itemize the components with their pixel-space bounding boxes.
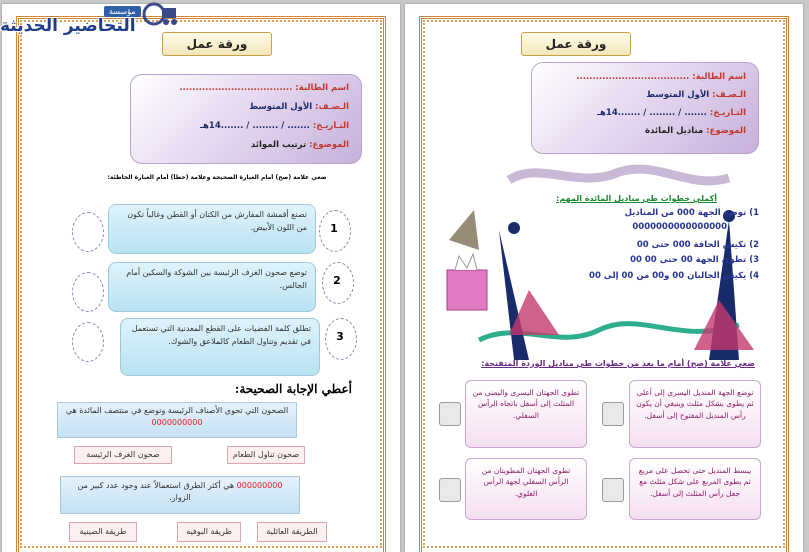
page-title: ورقة عمل	[162, 32, 272, 56]
check-box[interactable]	[602, 478, 624, 502]
topic-label: الموضوع:	[309, 140, 349, 150]
name-label: اسم الطالبة:	[692, 72, 746, 82]
class-value: الأول المتوسط	[646, 90, 710, 100]
step-option-box	[629, 380, 761, 448]
answer-heading: أعطي الإجابة الصحيحة:	[234, 382, 352, 396]
answer-circle[interactable]	[72, 322, 104, 362]
class-label: الـصـف:	[712, 90, 746, 100]
logo-subtitle: مؤسسة	[104, 6, 141, 17]
name-field[interactable]: ...................................	[576, 72, 690, 82]
step-option-box	[465, 458, 587, 520]
fill-in-text: الصحون التي تحوي الأصناف الرئيسة وتوضع في منتصف المائدة هي	[65, 406, 289, 415]
step-number: 4)	[749, 271, 759, 281]
answer-circle[interactable]	[72, 272, 104, 312]
step-option-box	[465, 380, 587, 448]
student-info-box	[130, 74, 362, 164]
question-box	[120, 318, 320, 376]
question-box	[108, 262, 316, 312]
question-number: 2	[333, 274, 341, 287]
date-field[interactable]: ....... / ........ / .......14هـ	[200, 121, 310, 131]
worksheet-page-left	[2, 4, 400, 552]
step-number: 1)	[749, 208, 759, 218]
date-field[interactable]: ....... / ........ / .......14هـ	[597, 108, 707, 118]
option-button[interactable]: صحون تناول الطعام	[227, 446, 305, 464]
date-label: التـاريـخ:	[312, 121, 349, 131]
option-button[interactable]: طريقة الصينية	[69, 522, 137, 542]
step-item	[637, 240, 759, 250]
topic-value: مناديل المائدة	[645, 126, 704, 136]
option-text: تطوى الجهتان المطويتان من الرأس السفلي لجهة الرأس العلوي.	[481, 466, 571, 498]
question-box	[108, 204, 316, 254]
instruction-text: ضعي علامة (صح) أمام العبارة الصحيحة وعلامة (خطأ) أمام العبارة الخاطئة:	[107, 174, 327, 181]
step-item	[625, 208, 759, 218]
question-number: 3	[336, 330, 344, 343]
topic-value: ترتيب الموائد	[250, 140, 307, 150]
fill-in-text: هي أكثر الطرق استعمالاً عند وجود عدد كبير من الزوار.	[77, 481, 235, 502]
check-box[interactable]	[439, 402, 461, 426]
fill-in-box	[57, 402, 297, 438]
question-text: تصنع أقمشة المفارش من الكتان أو القطن وغالباً تكون من اللون الأبيض.	[127, 210, 307, 232]
step-text: يكيس الجالبان 00 و00 من 00 إلى 00	[589, 271, 747, 281]
blank-field[interactable]: 0000000000	[151, 418, 203, 427]
step-text: توضع الجهة 000 من المناديل	[624, 208, 747, 218]
steps-title: أكملي خطوات طي مناديل المائدة المهم:	[556, 194, 717, 203]
step-text: تطوى الجهة 00 حتى 00 00	[630, 255, 747, 265]
step-item	[630, 255, 759, 265]
step-continuation: 0000000000000000	[632, 222, 727, 232]
name-label: اسم الطالبة:	[295, 83, 349, 93]
date-label: التـاريـخ:	[709, 108, 746, 118]
option-button[interactable]: طريقة البوفيه	[177, 522, 241, 542]
logo	[0, 0, 180, 40]
question-number: 1	[330, 222, 338, 235]
class-value: الأول المتوسط	[249, 102, 313, 112]
option-button[interactable]: الطريقة العائلية	[257, 522, 327, 542]
step-option-box	[629, 458, 761, 520]
question-text: تطلق كلمة الفضيات على القطع المعدنية التي تستعمل في تقديم وتناول الطعام كالملاعق والشوك.	[131, 324, 311, 346]
name-field[interactable]: ...................................	[179, 83, 293, 93]
fill-in-box	[60, 476, 300, 514]
worksheet-page-right	[405, 4, 803, 552]
step-number: 3)	[749, 255, 759, 265]
check-box[interactable]	[602, 402, 624, 426]
class-label: الـصـف:	[315, 102, 349, 112]
answer-circle[interactable]	[72, 212, 104, 252]
check-box[interactable]	[439, 478, 461, 502]
step-text: تكيس الحافة 000 حتى 00	[636, 240, 747, 250]
step-item	[589, 271, 759, 281]
logo-text: التحاضير الحديثة	[0, 16, 136, 36]
truck-icon	[140, 2, 180, 28]
instruction-text: ضعي علامة (صح) أمام ما يعد من خطوات طي مناديل الوردة المتفتحة:	[481, 359, 755, 368]
student-info-box	[531, 62, 759, 154]
topic-label: الموضوع:	[706, 126, 746, 136]
step-number: 2)	[749, 240, 759, 250]
option-button[interactable]: صحون الغرف الرئيسة	[74, 446, 172, 464]
page-title: ورقة عمل	[521, 32, 631, 56]
option-text: يبسط المنديل حتى تحصل على مربع ثم يطوى المربع على شكل مثلث مع جعل رأس المثلث إلى أسفل.	[638, 466, 752, 498]
option-text: تطوى الجهتان اليسرى واليمنى من المثلث إلى أسفل باتجاه الرأس السفلي.	[472, 388, 580, 420]
blank-field[interactable]: 000000000	[236, 481, 283, 490]
option-text: توضع الجهة المنديل اليسرى إلى أعلى ثم يطوى بشكل مثلث وينيغي أن يكون رأس المنديل المفتوح إلى أسفل.	[636, 388, 754, 420]
question-text: توضع صحون الغرف الرئيسة بين الشوكة والسكين أمام الجالس.	[126, 268, 307, 290]
